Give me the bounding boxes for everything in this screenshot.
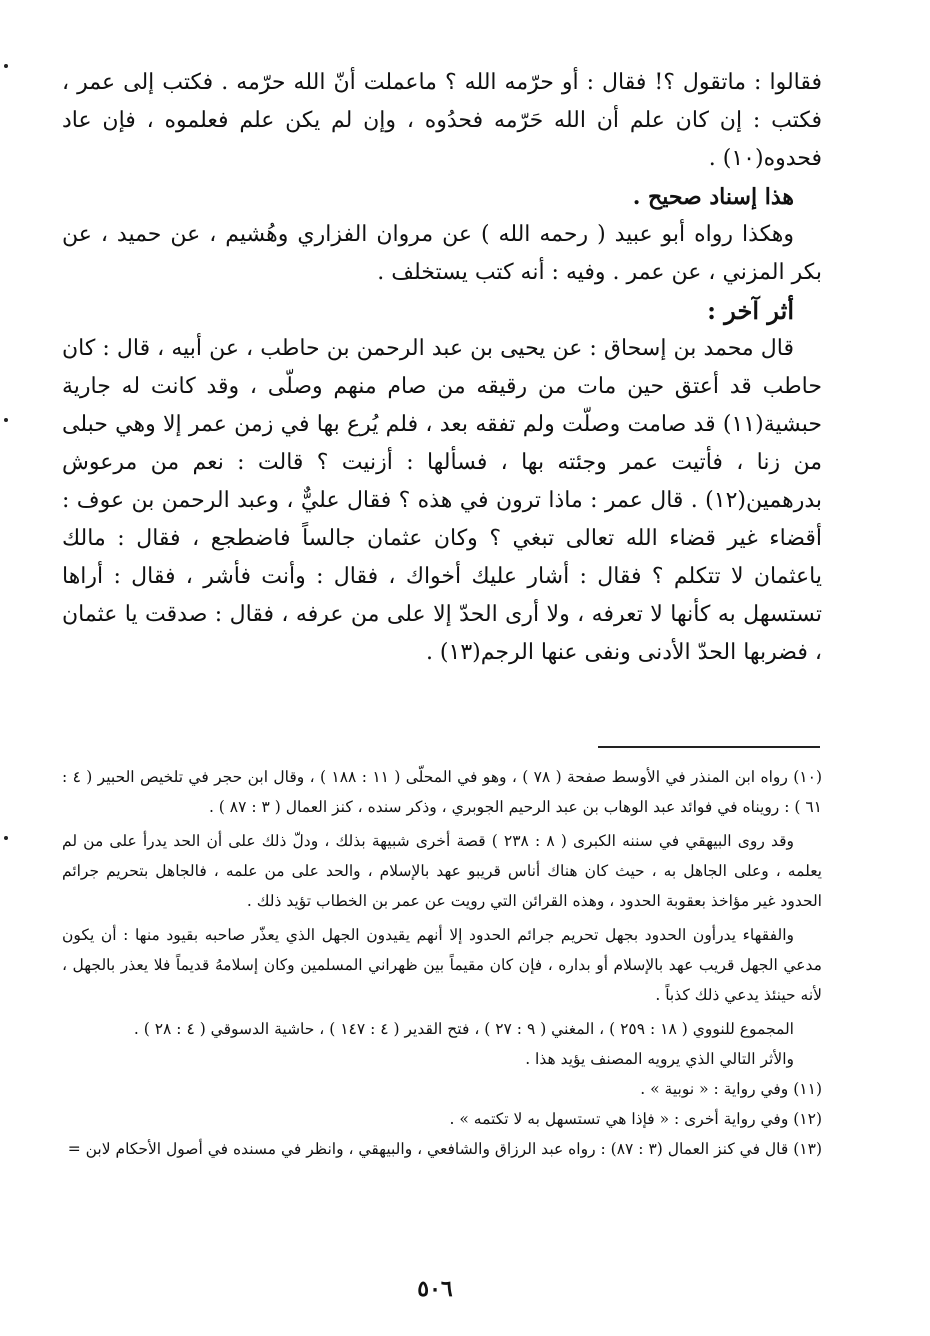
isnad-note: هذا إسناد صحيح . xyxy=(632,184,794,210)
footnote-10-closing: والأثر التالي الذي يرويه المصنف يؤيد هذا . xyxy=(525,1050,794,1068)
paragraph-1: فقالوا : ماتقول ؟! فقال : أو حرّمه الله ؟ ماعملت أنّ الله حرّمه . فكتب إلى عمر ، فكتب : إن كان علم أن الله حَرّمه فحدُوه ، وإن لم يكن علم فعلموه ، فإن عاد فحدوه(١٠) . xyxy=(62,70,822,171)
footnotes xyxy=(62,762,822,1164)
footnote-10-continued: والفقهاء يدرأون الحدود بجهل تحريم جرائم الحدود إلا أنهم يقيدون الجهل الذي يعذّر صاحبه بقيود منها : أن يكون مدعي الجهل قريب عهد بالإسلام أو بداره ، فإن كان مقيماً بين ظهراني المسلمين وكان إسلامهُ قديماً فلا يعذر بالجهل ، لأنه حينئذ يدعي ذلك كذباً . xyxy=(62,926,822,1004)
main-text xyxy=(62,64,822,672)
paragraph-2: وهكذا رواه أبو عبيد ( رحمه الله ) عن مروان الفزاري وهُشيم ، عن حميد ، عن بكر المزني ، عن عمر . وفيه : أنه كتب يستخلف . xyxy=(62,222,822,285)
scan-speck xyxy=(4,418,8,422)
section-heading: أثر آخر : xyxy=(707,296,794,325)
paragraph-3: قال محمد بن إسحاق : عن يحيى بن عبد الرحمن بن حاطب ، عن أبيه ، قال : كان حاطب قد أعتق حين مات من رقيقه من صام منهم وصلّى ، وقد كانت له جارية حبشية(١١) قد صامت وصلّت ولم تفقه بعد ، فلم يُرع بها في زمن عمر إلا وهي حبلى من زنا ، فأتيت عمر وجئته بها ، فسألها : أزنيت ؟ قالت : نعم من مرعوش بدرهمين(١٢) . قال عمر : ماذا ترون في هذه ؟ فقال عليٌّ ، وعبد الرحمن بن عوف : أقضاء غير قضاء الله تعالى تبغي ؟ وكان عثمان جالساً فاضطجع ، فقال : مالك ياعثمان لا تتكلم ؟ فقال : أشار عليك أخواك ، فقال : وأنت فأشر ، فقال : أراها تستسهل به كأنها لا تعرفه ، ولا أرى الحدّ إلا على من عرفه ، فقال : صدقت يا عثمان ، فضربها الحدّ الأدنى ونفى عنها الرجم(١٣) . xyxy=(62,336,822,665)
footnote-11: (١١) وفي رواية : « نوبية » . xyxy=(640,1080,822,1098)
footnote-10-references: المجموع للنووي ( ١٨ : ٢٥٩ ) ، المغني ( ٩ : ٢٧ ) ، فتح القدير ( ٤ : ١٤٧ ) ، حاشية الدسوقي ( ٤ : ٢٨ ) . xyxy=(133,1020,794,1038)
page-number: ٥٠٦ xyxy=(417,1276,453,1302)
footnote-separator xyxy=(598,746,820,748)
footnote-12: (١٢) وفي رواية أخرى : « فإذا هي تستسهل به لا تكتمه » . xyxy=(449,1110,822,1128)
footnote-10: (١٠) رواه ابن المنذر في الأوسط صفحة ( ٧٨ ) ، وهو في المحلّى ( ١١ : ١٨٨ ) ، وقال ابن حجر في تلخيص الحبير ( ٤ : ٦١ ) : رويناه في فوائد عبد الوهاب بن عبد الرحيم الجوبري ، وذكر سنده ، كنز العمال ( ٣ : ٨٧ ) . xyxy=(62,768,822,816)
footnote-10-continued: وقد روى البيهقي في سننه الكبرى ( ٨ : ٢٣٨ ) قصة أخرى شبيهة بذلك ، ودلّ ذلك على أن الحد يدرأ على من لم يعلمه ، وعلى الجاهل به ، حيث كان هناك أناس قريبو عهد بالإسلام ، والحد على من علمه ، فالجاهل بتحريم جرائم الحدود غير مؤاخذ بعقوبة الحدود ، وهذه القرائن التي رويت عن عمر بن الخطاب تؤيد ذلك . xyxy=(62,832,822,910)
scan-speck xyxy=(4,836,8,840)
footnote-13: (١٣) قال في كنز العمال (٣ : ٨٧) : رواه عبد الرزاق والشافعي ، والبيهقي ، وانظر في مسنده في أصول الأحكام لابن = xyxy=(67,1140,822,1158)
scan-speck xyxy=(4,64,8,68)
